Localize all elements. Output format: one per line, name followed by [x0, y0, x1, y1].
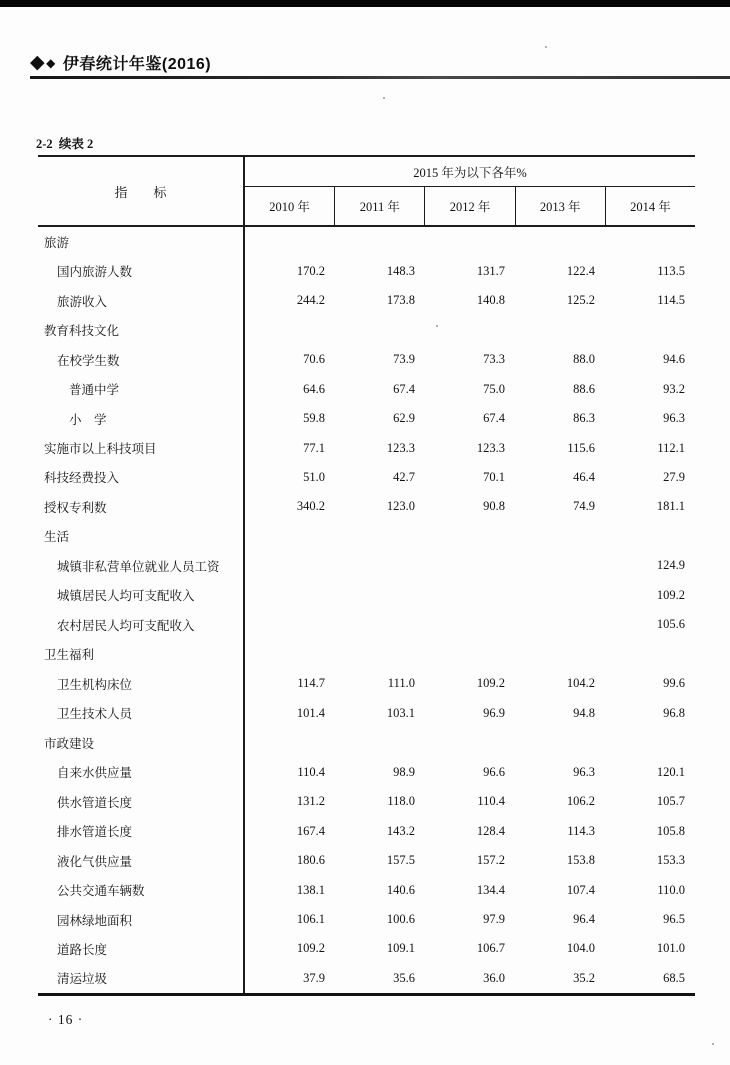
scan-speck: [436, 325, 438, 327]
row-label: 旅游收入: [38, 286, 245, 315]
table-row: [38, 581, 695, 610]
value-cell: 112.1: [657, 440, 685, 455]
table-row: [38, 669, 695, 698]
table-row: [38, 433, 695, 462]
table-row: [38, 964, 695, 993]
row-label: 卫生福利: [38, 640, 245, 669]
value-cell: 105.6: [656, 617, 685, 632]
value-cell: 138.1: [296, 882, 325, 897]
header-rule: [30, 76, 730, 79]
value-cell: 105.7: [656, 794, 685, 809]
value-cell: [425, 315, 515, 344]
value-cell: 114.7: [297, 676, 325, 691]
value-cell: [605, 522, 695, 551]
table-row: [38, 699, 695, 728]
value-cell: 103.1: [386, 705, 415, 720]
value-cell: 77.1: [303, 440, 325, 455]
value-cell: 51.0: [303, 469, 325, 484]
year-column-header: 2012 年: [424, 187, 514, 225]
value-cell: 115.6: [567, 440, 595, 455]
row-label: 农村居民人均可支配收入: [38, 610, 245, 639]
value-cell: 109.2: [656, 587, 685, 602]
value-cell: 73.9: [393, 352, 415, 367]
value-cell: 96.5: [663, 912, 685, 927]
value-cell: 111.0: [387, 676, 415, 691]
year-column-header: 2010 年: [269, 200, 310, 214]
row-label: 普通中学: [38, 374, 245, 403]
row-label: 实施市以上科技项目: [38, 433, 245, 462]
row-label: 城镇非私营单位就业人员工资: [38, 551, 245, 580]
value-cell: 114.5: [657, 293, 685, 308]
value-cell: [515, 551, 605, 580]
row-label: 市政建设: [38, 728, 245, 757]
table-row: [38, 610, 695, 639]
table-row: [38, 816, 695, 845]
value-cell: 59.8: [303, 411, 325, 426]
row-label: 在校学生数: [38, 345, 245, 374]
value-cell: 104.0: [566, 941, 595, 956]
value-cell: [245, 610, 335, 639]
value-cell: 67.4: [393, 381, 415, 396]
book-header: [30, 51, 211, 74]
table-row: [38, 404, 695, 433]
row-label: 卫生机构床位: [38, 669, 245, 698]
table-row: [38, 463, 695, 492]
year-column-header: 2011 年: [334, 187, 424, 225]
value-cell: [605, 227, 695, 256]
diamond-icon: ◆: [30, 52, 46, 73]
value-cell: [245, 551, 335, 580]
stub-header: 指 标: [38, 157, 245, 225]
value-cell: [425, 581, 515, 610]
table-row: [38, 286, 695, 315]
value-cell: [335, 610, 425, 639]
value-cell: 131.2: [296, 794, 325, 809]
table-row: [38, 256, 695, 285]
value-cell: [335, 640, 425, 669]
row-label: 城镇居民人均可支配收入: [38, 581, 245, 610]
value-cell: [425, 610, 515, 639]
value-cell: 110.0: [657, 882, 685, 897]
value-cell: [335, 315, 425, 344]
table-row: [38, 728, 695, 757]
statistics-table: [38, 155, 695, 996]
value-cell: [425, 728, 515, 757]
value-cell: [335, 581, 425, 610]
value-cell: 88.0: [573, 352, 595, 367]
row-label: 道路长度: [38, 934, 245, 963]
value-cell: [335, 728, 425, 757]
value-cell: 114.3: [567, 823, 595, 838]
table-row: [38, 875, 695, 904]
year-column-header: 2014 年: [605, 187, 695, 225]
table-row: [38, 846, 695, 875]
value-cell: 96.9: [483, 705, 505, 720]
scan-speck: [545, 46, 547, 48]
row-label: 科技经费投入: [38, 463, 245, 492]
value-cell: [515, 581, 605, 610]
value-cell: 340.2: [296, 499, 325, 514]
value-cell: 106.7: [476, 941, 505, 956]
table-header-right: [245, 157, 695, 225]
table-body: [38, 227, 695, 993]
value-cell: [605, 315, 695, 344]
value-cell: [515, 522, 605, 551]
value-cell: 94.6: [663, 352, 685, 367]
value-cell: 96.3: [573, 764, 595, 779]
value-cell: 104.2: [566, 676, 595, 691]
value-cell: 109.2: [476, 676, 505, 691]
value-cell: 36.0: [483, 970, 505, 985]
row-label: 国内旅游人数: [38, 256, 245, 285]
table-row: [38, 905, 695, 934]
value-cell: [245, 640, 335, 669]
value-cell: 125.2: [566, 293, 595, 308]
table-row: [38, 934, 695, 963]
value-cell: 124.9: [656, 558, 685, 573]
value-cell: 128.4: [476, 823, 505, 838]
table-row: [38, 522, 695, 551]
value-cell: [425, 227, 515, 256]
row-label: 卫生技术人员: [38, 699, 245, 728]
year-column-header: 2013 年: [515, 187, 605, 225]
value-cell: [335, 522, 425, 551]
value-cell: [245, 227, 335, 256]
value-cell: 134.4: [476, 882, 505, 897]
span-header: 2015 年为以下各年%: [245, 157, 695, 187]
value-cell: 181.1: [656, 499, 685, 514]
value-cell: [245, 522, 335, 551]
value-cell: 140.6: [386, 882, 415, 897]
value-cell: 27.9: [663, 469, 685, 484]
value-cell: 96.4: [573, 912, 595, 927]
value-cell: 70.6: [303, 352, 325, 367]
value-cell: 157.5: [386, 853, 415, 868]
value-cell: 67.4: [483, 411, 505, 426]
value-cell: 93.2: [663, 381, 685, 396]
value-cell: 73.3: [483, 352, 505, 367]
row-label: 供水管道长度: [38, 787, 245, 816]
value-cell: [605, 728, 695, 757]
value-cell: 110.4: [477, 794, 505, 809]
value-cell: 101.0: [656, 941, 685, 956]
table-row: [38, 227, 695, 256]
value-cell: [335, 227, 425, 256]
value-cell: [425, 551, 515, 580]
value-cell: [605, 640, 695, 669]
value-cell: 96.3: [663, 411, 685, 426]
row-label: 生活: [38, 522, 245, 551]
value-cell: [245, 728, 335, 757]
value-cell: 37.9: [303, 970, 325, 985]
value-cell: [425, 522, 515, 551]
table-row: [38, 315, 695, 344]
row-label: 液化气供应量: [38, 846, 245, 875]
value-cell: 96.6: [483, 764, 505, 779]
row-label: 小 学: [38, 404, 245, 433]
table-row: [38, 374, 695, 403]
row-label: 自来水供应量: [38, 757, 245, 786]
value-cell: 118.0: [387, 794, 415, 809]
value-cell: 64.6: [303, 381, 325, 396]
value-cell: 105.8: [656, 823, 685, 838]
table-row: [38, 640, 695, 669]
row-label: 教育科技文化: [38, 315, 245, 344]
value-cell: 123.3: [386, 440, 415, 455]
scan-speck: [383, 97, 385, 99]
value-cell: 140.8: [476, 293, 505, 308]
value-cell: 62.9: [393, 411, 415, 426]
table-row: [38, 551, 695, 580]
row-label: 园林绿地面积: [38, 905, 245, 934]
value-cell: 35.2: [573, 970, 595, 985]
value-cell: [515, 227, 605, 256]
value-cell: 170.2: [296, 263, 325, 278]
value-cell: 100.6: [386, 912, 415, 927]
value-cell: [515, 640, 605, 669]
scan-top-strip: [0, 0, 730, 7]
value-cell: [425, 640, 515, 669]
value-cell: [245, 581, 335, 610]
value-cell: 143.2: [386, 823, 415, 838]
value-cell: 107.4: [566, 882, 595, 897]
value-cell: 110.4: [297, 764, 325, 779]
value-cell: 167.4: [296, 823, 325, 838]
value-cell: 180.6: [296, 853, 325, 868]
value-cell: 157.2: [476, 853, 505, 868]
table-row: [38, 757, 695, 786]
value-cell: 96.8: [663, 705, 685, 720]
value-cell: [515, 728, 605, 757]
value-cell: 101.4: [296, 705, 325, 720]
value-cell: 70.1: [483, 469, 505, 484]
value-cell: [245, 315, 335, 344]
value-cell: 75.0: [483, 381, 505, 396]
value-cell: 74.9: [573, 499, 595, 514]
value-cell: 113.5: [657, 263, 685, 278]
page-number: · 16 ·: [48, 1012, 84, 1027]
value-cell: 90.8: [483, 499, 505, 514]
value-cell: 35.6: [393, 970, 415, 985]
table-row: [38, 345, 695, 374]
value-cell: 123.0: [386, 499, 415, 514]
value-cell: 42.7: [393, 469, 415, 484]
value-cell: 153.3: [656, 853, 685, 868]
value-cell: 46.4: [573, 469, 595, 484]
book-title: 伊春统计年鉴(2016): [62, 56, 212, 73]
value-cell: 94.8: [573, 705, 595, 720]
value-cell: [515, 315, 605, 344]
value-cell: 109.1: [386, 941, 415, 956]
table-header: [38, 157, 695, 227]
row-label: 旅游: [38, 227, 245, 256]
year-header-row: [245, 187, 695, 225]
value-cell: 106.2: [566, 794, 595, 809]
value-cell: 173.8: [386, 293, 415, 308]
row-label: 授权专利数: [38, 492, 245, 521]
value-cell: [515, 610, 605, 639]
value-cell: 123.3: [476, 440, 505, 455]
value-cell: 88.6: [573, 381, 595, 396]
value-cell: 244.2: [296, 293, 325, 308]
value-cell: 109.2: [296, 941, 325, 956]
row-label: 清运垃圾: [38, 964, 245, 993]
value-cell: 131.7: [476, 263, 505, 278]
table-row: [38, 787, 695, 816]
table-label: 2-2 续表 2: [36, 137, 94, 151]
value-cell: [335, 551, 425, 580]
value-cell: 120.1: [656, 764, 685, 779]
value-cell: 99.6: [663, 676, 685, 691]
table-row: [38, 492, 695, 521]
row-label: 排水管道长度: [38, 816, 245, 845]
value-cell: 68.5: [663, 970, 685, 985]
value-cell: 106.1: [296, 912, 325, 927]
value-cell: 97.9: [483, 912, 505, 927]
value-cell: 86.3: [573, 411, 595, 426]
row-label: 公共交通车辆数: [38, 875, 245, 904]
diamond-icon: ◆: [46, 55, 56, 70]
value-cell: 148.3: [386, 263, 415, 278]
value-cell: 122.4: [566, 263, 595, 278]
value-cell: 98.9: [393, 764, 415, 779]
scan-speck: [712, 1043, 714, 1045]
value-cell: 153.8: [566, 853, 595, 868]
